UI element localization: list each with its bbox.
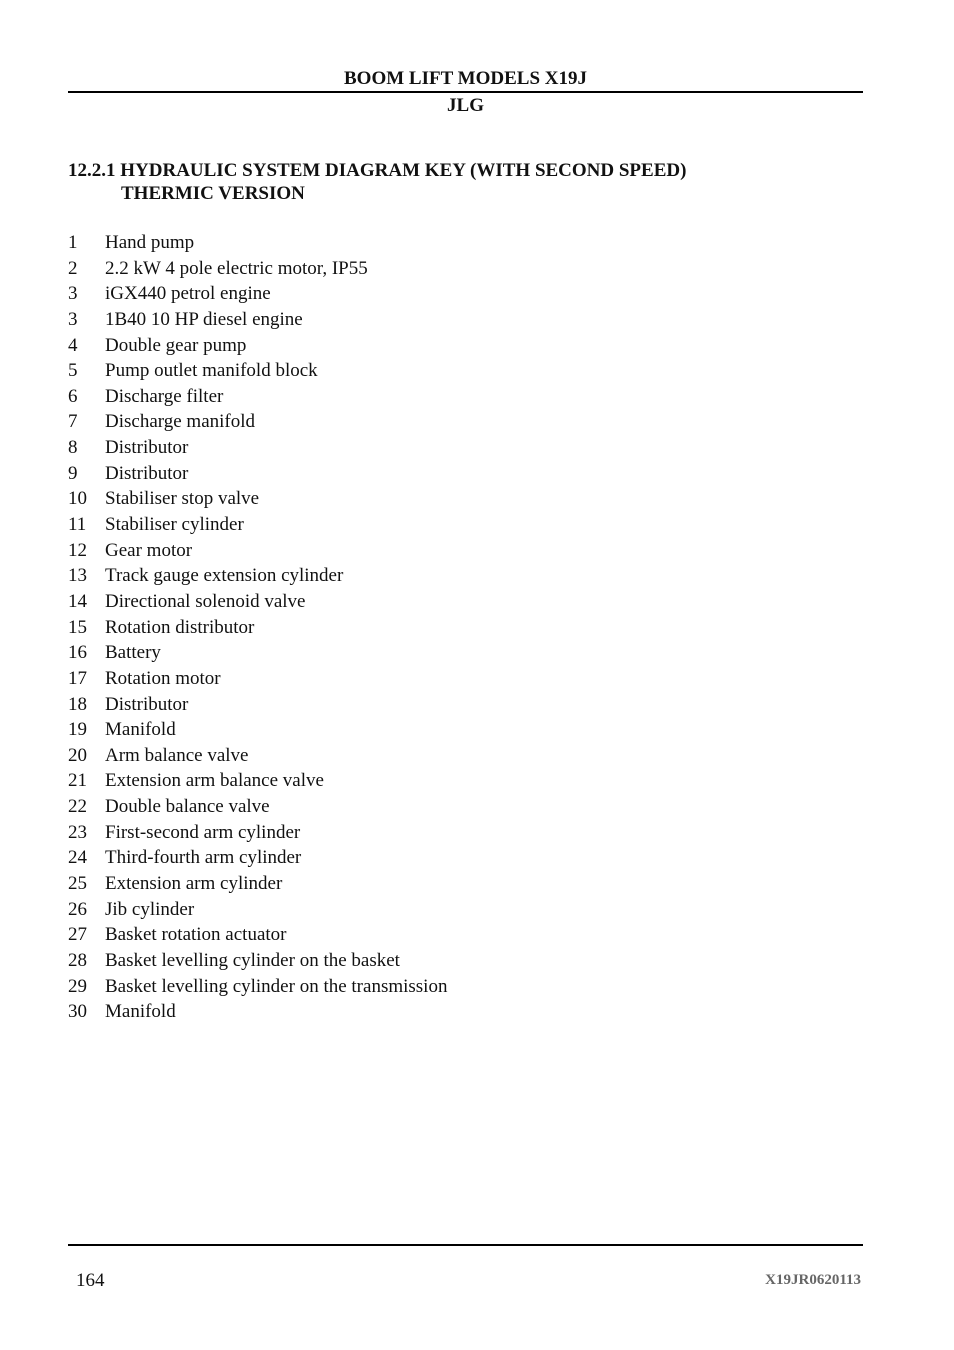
list-item <box>68 461 447 487</box>
list-item-number: 22 <box>68 796 87 818</box>
list-item-number: 7 <box>68 411 78 433</box>
list-item <box>68 845 447 871</box>
list-item-number: 15 <box>68 616 87 638</box>
list-item <box>68 486 447 512</box>
list-item-label: Distributor <box>105 693 189 715</box>
list-item <box>68 256 447 282</box>
list-item-label: Third-fourth arm cylinder <box>105 847 302 869</box>
list-item-label: Discharge filter <box>105 385 224 407</box>
footer-divider <box>68 1244 863 1246</box>
list-item <box>68 358 447 384</box>
list-item <box>68 640 447 666</box>
list-item-number: 25 <box>68 873 87 895</box>
document-header-brand: JLG <box>447 95 484 116</box>
list-item-label: Manifold <box>105 719 176 741</box>
list-item-label: Stabiliser stop valve <box>105 488 260 510</box>
list-item <box>68 563 447 589</box>
list-item-label: Extension arm balance valve <box>105 770 324 792</box>
list-item-label: Distributor <box>105 462 189 484</box>
list-item <box>68 768 447 794</box>
list-item-label: Gear motor <box>105 539 193 561</box>
list-item <box>68 589 447 615</box>
list-item-label: Basket levelling cylinder on the basket <box>105 949 400 971</box>
list-item-label: Jib cylinder <box>105 898 195 920</box>
list-item-number: 6 <box>68 385 78 407</box>
list-item-number: 8 <box>68 437 78 459</box>
list-item-number: 4 <box>68 334 78 356</box>
list-item-label: 1B40 10 HP diesel engine <box>105 308 303 330</box>
list-item <box>68 948 447 974</box>
list-item <box>68 281 447 307</box>
list-item <box>68 692 447 718</box>
list-item-label: Extension arm cylinder <box>105 873 283 895</box>
list-item <box>68 999 447 1025</box>
header-divider <box>68 91 863 93</box>
list-item <box>68 538 447 564</box>
list-item-label: Double gear pump <box>105 334 247 356</box>
list-item-label: Basket rotation actuator <box>105 924 287 946</box>
list-item-label: Distributor <box>105 437 189 459</box>
list-item-label: Double balance valve <box>105 796 270 818</box>
list-item <box>68 307 447 333</box>
list-item-number: 20 <box>68 744 87 766</box>
list-item-number: 11 <box>68 514 87 536</box>
list-item <box>68 871 447 897</box>
list-item-label: Track gauge extension cylinder <box>105 565 344 587</box>
list-item-number: 18 <box>68 693 87 715</box>
list-item-label: Directional solenoid valve <box>105 590 306 612</box>
list-item-number: 1 <box>68 232 78 253</box>
list-item-label: Rotation motor <box>105 667 221 689</box>
list-item <box>68 435 447 461</box>
list-item-number: 5 <box>68 360 78 382</box>
list-item-number: 9 <box>68 462 78 484</box>
list-item <box>68 743 447 769</box>
list-item-label: Pump outlet manifold block <box>105 360 318 382</box>
page-number: 164 <box>76 1270 105 1291</box>
list-item-number: 16 <box>68 642 87 664</box>
list-item-label: Hand pump <box>105 232 195 253</box>
list-item-number: 24 <box>68 847 87 869</box>
document-code: X19JR0620113 <box>765 1272 861 1288</box>
list-item-label: Discharge manifold <box>105 411 256 433</box>
list-item <box>68 794 447 820</box>
list-item <box>68 666 447 692</box>
list-item-number: 12 <box>68 539 87 561</box>
diagram-key-list <box>68 230 447 1025</box>
list-item <box>68 717 447 743</box>
list-item-label: Manifold <box>105 1001 176 1023</box>
list-item-number: 21 <box>68 770 87 792</box>
list-item <box>68 974 447 1000</box>
list-item-label: Arm balance valve <box>105 744 249 766</box>
list-item-number: 3 <box>68 283 78 305</box>
list-item-number: 30 <box>68 1001 87 1023</box>
section-heading <box>68 159 686 205</box>
document-header-title: BOOM LIFT MODELS X19J <box>344 68 587 89</box>
section-heading-line2: THERMIC VERSION <box>121 183 305 204</box>
list-item-number: 3 <box>68 308 78 330</box>
list-item <box>68 409 447 435</box>
list-item-number: 27 <box>68 924 87 946</box>
list-item <box>68 384 447 410</box>
list-item-number: 19 <box>68 719 87 741</box>
list-item <box>68 230 447 256</box>
list-item-label: iGX440 petrol engine <box>105 283 271 305</box>
list-item <box>68 333 447 359</box>
list-item-label: Rotation distributor <box>105 616 255 638</box>
list-item-number: 28 <box>68 949 87 971</box>
list-item-number: 26 <box>68 898 87 920</box>
list-item <box>68 615 447 641</box>
list-item-label: 2.2 kW 4 pole electric motor, IP55 <box>105 257 368 279</box>
list-item-label: Stabiliser cylinder <box>105 514 244 536</box>
list-item <box>68 820 447 846</box>
section-heading-line1: 12.2.1 HYDRAULIC SYSTEM DIAGRAM KEY (WITH SECOND SPEED) <box>68 160 687 181</box>
list-item-number: 10 <box>68 488 87 510</box>
list-item-number: 23 <box>68 821 87 843</box>
list-item-label: First-second arm cylinder <box>105 821 301 843</box>
list-item <box>68 922 447 948</box>
list-item-number: 2 <box>68 257 78 279</box>
list-item-label: Basket levelling cylinder on the transmission <box>105 975 448 997</box>
list-item <box>68 897 447 923</box>
list-item-label: Battery <box>105 642 161 664</box>
list-item-number: 17 <box>68 667 87 689</box>
list-item-number: 14 <box>68 590 87 612</box>
list-item-number: 29 <box>68 975 87 997</box>
list-item <box>68 512 447 538</box>
list-item-number: 13 <box>68 565 87 587</box>
